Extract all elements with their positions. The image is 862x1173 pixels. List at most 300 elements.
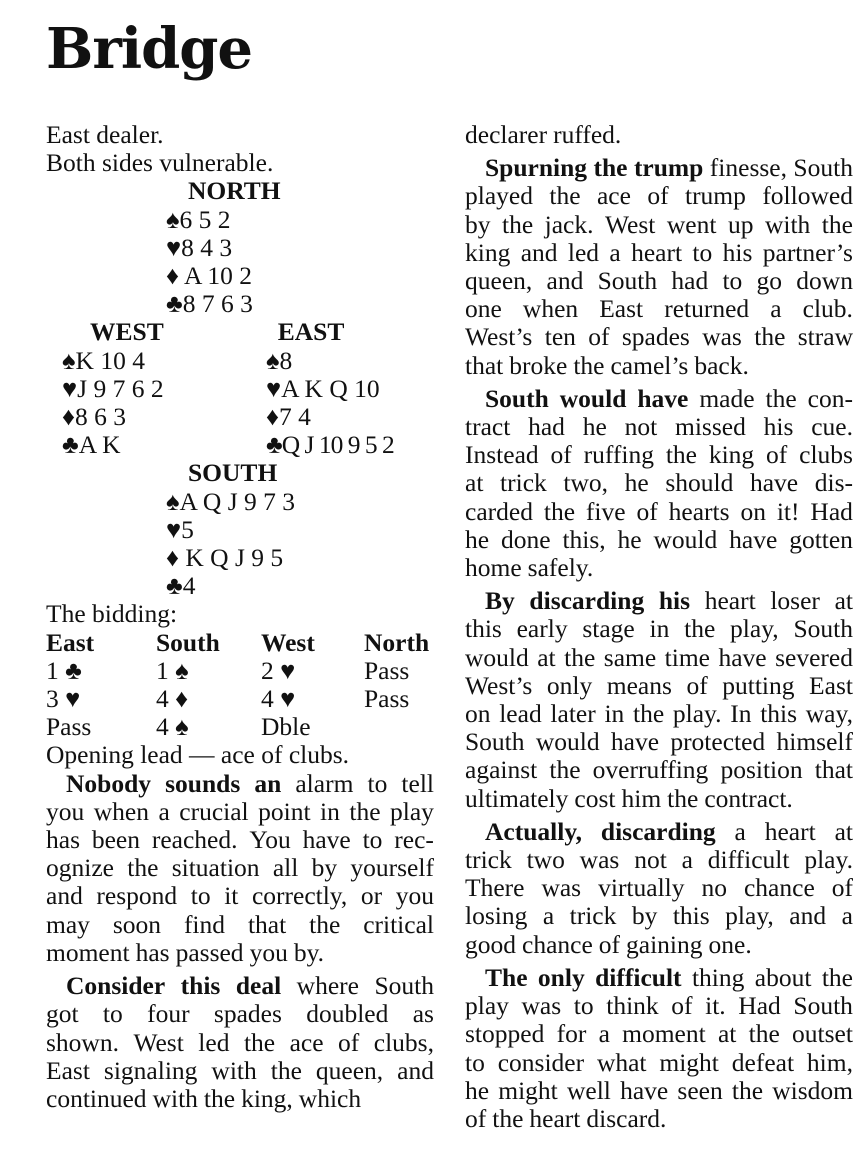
word: East — [46, 1055, 90, 1085]
word: play — [465, 991, 509, 1021]
word: East — [599, 294, 644, 324]
word: heart — [631, 237, 683, 267]
word: not — [634, 845, 667, 875]
word: club. — [802, 294, 853, 324]
lead-in-word: sounds — [165, 768, 241, 798]
word: West’s — [465, 322, 533, 352]
word: South — [793, 614, 853, 644]
word: contract. — [704, 783, 793, 813]
bidding-header: South — [156, 627, 220, 657]
word: against — [465, 755, 538, 785]
article-line — [46, 798, 434, 826]
word: spades — [621, 322, 690, 352]
article-line — [465, 498, 853, 526]
word: to — [573, 991, 594, 1021]
lead-in-word: South — [485, 383, 549, 413]
word: play. — [672, 699, 722, 729]
article-line — [465, 154, 853, 182]
word: had — [671, 266, 709, 296]
word: with — [211, 1055, 257, 1085]
word: missed — [675, 412, 746, 442]
word: seen — [677, 1075, 723, 1105]
word: chance — [522, 929, 593, 959]
word: for — [556, 1019, 587, 1049]
word: crucial — [179, 796, 249, 826]
word: it! — [776, 496, 800, 526]
word: moment — [46, 937, 130, 967]
east-label: EAST — [277, 317, 345, 347]
opening-lead: Opening lead — ace of clubs. — [46, 740, 350, 770]
word: yourself — [350, 853, 434, 883]
word: was — [702, 322, 742, 352]
word: trick — [569, 901, 617, 931]
word: East — [809, 670, 853, 700]
lead-in-word: the — [593, 153, 628, 183]
word: means — [606, 670, 672, 700]
word: the — [754, 322, 786, 352]
word: he — [617, 524, 642, 554]
word: the — [127, 853, 159, 883]
word: a — [734, 816, 746, 846]
word: him — [621, 783, 662, 813]
word: play, — [730, 614, 779, 644]
bid-cell — [364, 713, 434, 741]
word: South — [597, 266, 658, 296]
word: severed — [775, 642, 853, 672]
bid-cell: Pass — [364, 684, 410, 714]
north-clubs: ♣8 7 6 3 — [166, 289, 253, 319]
south-spades: ♠A Q J 9 7 3 — [166, 486, 296, 516]
word: back. — [694, 350, 749, 380]
word: he — [624, 468, 649, 498]
word: you — [249, 937, 288, 967]
article-line — [465, 323, 853, 351]
bidding-table — [46, 600, 434, 741]
bid-cell: 4 ♦ — [156, 684, 189, 714]
word: was — [521, 991, 562, 1021]
bid-cell: 1 ♠ — [156, 655, 189, 685]
word: to — [190, 881, 211, 911]
lead-in-word: Actually, — [485, 816, 583, 846]
word: putting — [722, 670, 795, 700]
bid-cell: 3 ♥ — [46, 684, 81, 714]
word: stopped — [465, 1019, 545, 1049]
lead-in-word: Nobody — [66, 768, 152, 798]
article-line — [465, 352, 853, 380]
word: Instead — [465, 440, 539, 470]
word: the — [203, 1083, 236, 1113]
word: should — [665, 468, 734, 498]
word: the — [684, 614, 716, 644]
word: would — [465, 642, 529, 672]
word: find — [183, 909, 226, 939]
word: all — [272, 853, 299, 883]
article-line — [465, 1077, 853, 1105]
west-clubs: ♣A K — [62, 430, 121, 460]
word: was — [541, 873, 582, 903]
word: played — [465, 181, 533, 211]
word: of — [671, 991, 693, 1021]
bidding-row — [46, 657, 434, 685]
word: West’s — [465, 670, 533, 700]
word: by. — [293, 937, 325, 967]
word: the — [243, 1027, 276, 1057]
word: the — [765, 383, 797, 413]
word: king — [708, 440, 755, 470]
word: the — [309, 909, 341, 939]
word: this, — [562, 524, 606, 554]
word: heart — [704, 586, 756, 616]
word: the — [731, 1075, 764, 1105]
word: Had — [738, 991, 781, 1021]
article-line — [46, 770, 434, 798]
vulnerability-line: Both sides vulnerable. — [46, 148, 274, 178]
bidding-title: The bidding: — [46, 599, 178, 629]
word: done — [500, 524, 551, 554]
word: would — [653, 524, 718, 554]
word: it — [224, 881, 239, 911]
word: time — [664, 642, 710, 672]
word: the — [573, 350, 605, 380]
word: followed — [762, 181, 853, 211]
word: of — [647, 181, 669, 211]
word: ultimately — [465, 783, 569, 813]
word: down — [796, 266, 853, 296]
article-line — [465, 526, 853, 554]
article-line — [46, 854, 434, 882]
word: have — [749, 468, 799, 498]
word: cost — [574, 783, 616, 813]
word: West — [605, 209, 656, 239]
word: of — [686, 670, 708, 700]
bid-cell: 4 ♥ — [261, 684, 296, 714]
word: has — [46, 825, 80, 855]
word: that — [465, 350, 504, 380]
bid-cell: Pass — [46, 712, 92, 742]
word: outset — [792, 1019, 853, 1049]
word: at — [465, 468, 484, 498]
word: one. — [708, 929, 752, 959]
word: to — [692, 237, 713, 267]
word: when — [93, 796, 149, 826]
word: respond — [96, 881, 178, 911]
word: king — [465, 237, 511, 267]
article-line — [465, 441, 853, 469]
word: only — [546, 670, 593, 700]
word: which — [298, 1083, 362, 1113]
word: In — [730, 699, 752, 729]
north-spades: ♠6 5 2 — [166, 204, 231, 234]
word: one — [465, 294, 502, 324]
lead-in-word: Spurning — [485, 153, 588, 183]
east-clubs: ♣Q J 10 9 5 2 — [266, 430, 394, 460]
word: well — [566, 1075, 611, 1105]
word: not — [624, 412, 658, 442]
word: of — [766, 440, 788, 470]
word: think — [606, 991, 659, 1021]
word: at — [834, 586, 853, 616]
article-line — [465, 728, 853, 756]
word: carded — [465, 496, 533, 526]
word: of — [636, 496, 658, 526]
north-diamonds: ♦ A 10 2 — [166, 261, 252, 291]
word: led — [567, 237, 600, 267]
word: of — [598, 929, 621, 959]
word: finesse, — [709, 153, 787, 183]
word: West — [133, 1027, 184, 1057]
word: returned — [664, 294, 750, 324]
word: was — [579, 845, 620, 875]
word: that — [247, 909, 287, 939]
word: correctly, — [251, 881, 348, 911]
word: position — [720, 755, 803, 785]
west-hearts: ♥J 9 7 6 2 — [62, 373, 164, 403]
word: jack. — [544, 209, 594, 239]
word: a — [542, 901, 555, 931]
word: and — [397, 1055, 434, 1085]
word: king, — [241, 1083, 293, 1113]
word: a — [158, 796, 170, 826]
word: to — [367, 768, 388, 798]
word: had — [528, 412, 565, 442]
left-column — [46, 121, 434, 1113]
word: protected — [670, 727, 766, 757]
word: the — [821, 209, 853, 239]
lead-in-word: would — [559, 383, 627, 413]
article-line — [46, 1085, 434, 1113]
word: or — [360, 881, 383, 911]
word: queen, — [465, 266, 533, 296]
article-line — [465, 182, 853, 210]
word: and — [520, 237, 558, 267]
word: of — [588, 322, 610, 352]
west-spades: ♠K 10 4 — [62, 345, 145, 375]
word: trick — [465, 845, 512, 875]
west-diamonds: ♦8 6 3 — [62, 402, 127, 432]
lead-in-word: have — [637, 383, 689, 413]
bidding-header: East — [46, 627, 95, 657]
article-line — [465, 964, 853, 992]
word: have — [610, 727, 660, 757]
word: would — [535, 727, 600, 757]
word: and — [46, 881, 83, 911]
word: that — [814, 755, 853, 785]
word: wisdom — [772, 1075, 853, 1105]
word: and — [789, 901, 827, 931]
article-line — [46, 911, 434, 939]
south-label: SOUTH — [188, 458, 278, 488]
article-line — [46, 939, 434, 967]
west-label: WEST — [90, 317, 164, 347]
word: up — [727, 209, 754, 239]
article-line — [465, 700, 853, 728]
word: this — [760, 699, 798, 729]
word: moment — [622, 1019, 706, 1049]
word: a — [770, 294, 782, 324]
article-right — [465, 121, 853, 1133]
word: difficult — [707, 845, 790, 875]
article-line — [465, 756, 853, 784]
word: overruffing — [592, 755, 709, 785]
word: situation — [171, 853, 260, 883]
word: go — [756, 266, 783, 296]
word: made — [699, 383, 755, 413]
word: to — [722, 266, 743, 296]
word: at — [537, 642, 556, 672]
word: losing — [465, 901, 528, 931]
word: trick — [500, 468, 547, 498]
lead-in-word: The — [485, 962, 528, 992]
word: loser — [770, 586, 820, 616]
article-line — [465, 385, 853, 413]
word: broke — [509, 350, 568, 380]
word: led — [198, 1027, 230, 1057]
word: South — [793, 991, 853, 1021]
article-line — [46, 1000, 434, 1028]
lead-in-word: discarding — [600, 816, 716, 846]
word: at — [834, 816, 853, 846]
east-hearts: ♥A K Q 10 — [266, 373, 380, 403]
word: you — [46, 796, 85, 826]
word: discard. — [586, 1103, 667, 1133]
north-hand — [46, 177, 434, 318]
bid-cell: 4 ♠ — [156, 712, 189, 742]
word: gaining — [626, 929, 703, 959]
lead-in-word: discarding — [529, 586, 645, 616]
word: the — [564, 642, 596, 672]
word: play. — [804, 845, 853, 875]
word: heart — [529, 1103, 581, 1133]
word: spades — [213, 999, 282, 1029]
word: reached. — [151, 825, 238, 855]
word: a — [609, 237, 621, 267]
word: you — [395, 881, 434, 911]
word: two — [526, 845, 565, 875]
word: the — [502, 209, 534, 239]
article-line — [465, 469, 853, 497]
bid-cell: Dble — [261, 712, 311, 742]
south-diamonds: ♦ K Q J 9 5 — [166, 543, 284, 573]
word: about — [754, 962, 812, 992]
lead-in-word: By — [485, 586, 515, 616]
word: clubs — [799, 440, 853, 470]
lead-in-word: his — [658, 586, 691, 616]
word: in — [604, 699, 625, 729]
word: on — [465, 699, 491, 729]
east-diamonds: ♦7 4 — [266, 402, 311, 432]
word: his — [763, 412, 794, 442]
word: South — [374, 971, 434, 1001]
word: this — [672, 901, 710, 931]
article-line — [465, 211, 853, 239]
word: it. — [705, 991, 726, 1021]
word: the — [349, 796, 381, 826]
article-line — [465, 615, 853, 643]
word: cue. — [811, 412, 853, 442]
word: with — [152, 1083, 198, 1113]
word: clubs, — [373, 1027, 434, 1057]
word: have — [620, 1075, 669, 1105]
word: play, — [725, 901, 774, 931]
word: has — [135, 937, 170, 967]
word: ten — [544, 322, 576, 352]
article-line — [465, 1049, 853, 1077]
word: a — [681, 845, 693, 875]
word: he — [465, 1075, 490, 1105]
article-line — [465, 818, 853, 846]
article-line — [465, 672, 853, 700]
word: may — [46, 909, 90, 939]
north-hearts: ♥8 4 3 — [166, 232, 233, 262]
word: in — [649, 614, 670, 644]
word: ruffing — [583, 440, 654, 470]
word: he — [582, 412, 607, 442]
word: good — [465, 929, 516, 959]
bidding-header-row — [46, 629, 434, 657]
word: to — [465, 1047, 485, 1077]
article-line — [46, 1029, 434, 1057]
word: when — [522, 294, 579, 324]
word: in — [320, 796, 340, 826]
article-line — [46, 882, 434, 910]
word: tell — [401, 768, 434, 798]
article-line — [46, 1057, 434, 1085]
word: defeat — [731, 1047, 795, 1077]
lead-in-word: only — [537, 962, 585, 992]
word: by — [465, 209, 491, 239]
word: same — [603, 642, 657, 672]
word: by — [311, 853, 338, 883]
article-line — [465, 239, 853, 267]
word: the — [665, 440, 697, 470]
article-line — [465, 992, 853, 1020]
word: stage — [582, 614, 635, 644]
word: later — [550, 699, 596, 729]
word: way, — [805, 699, 853, 729]
word: continued — [46, 1083, 147, 1113]
word: the — [492, 1103, 524, 1133]
lead-in-word: this — [180, 971, 221, 1001]
word: with — [764, 209, 811, 239]
word: at — [717, 1019, 737, 1049]
word: signaling — [103, 1055, 198, 1085]
article-line — [465, 1105, 853, 1133]
word: this — [465, 614, 502, 644]
word: him, — [806, 1047, 853, 1077]
bid-cell: 2 ♥ — [261, 655, 296, 685]
word: what — [596, 1047, 647, 1077]
right-column — [465, 121, 853, 1133]
word: shown. — [46, 1027, 119, 1057]
word: the — [549, 755, 581, 785]
article-line — [465, 121, 853, 149]
word: the — [549, 181, 581, 211]
word: play — [390, 796, 434, 826]
word: his — [722, 237, 753, 267]
word: went — [666, 209, 717, 239]
word: doubled — [306, 999, 389, 1029]
word: the — [270, 1055, 302, 1085]
word: safely. — [527, 553, 594, 583]
article-line — [465, 785, 853, 813]
word: heart — [764, 816, 816, 846]
word: the — [667, 783, 699, 813]
east-spades: ♠8 — [266, 345, 293, 375]
word: been — [91, 825, 140, 855]
word: the — [543, 496, 576, 526]
lead-in-word: deal — [235, 971, 282, 1001]
word: have — [718, 642, 767, 672]
